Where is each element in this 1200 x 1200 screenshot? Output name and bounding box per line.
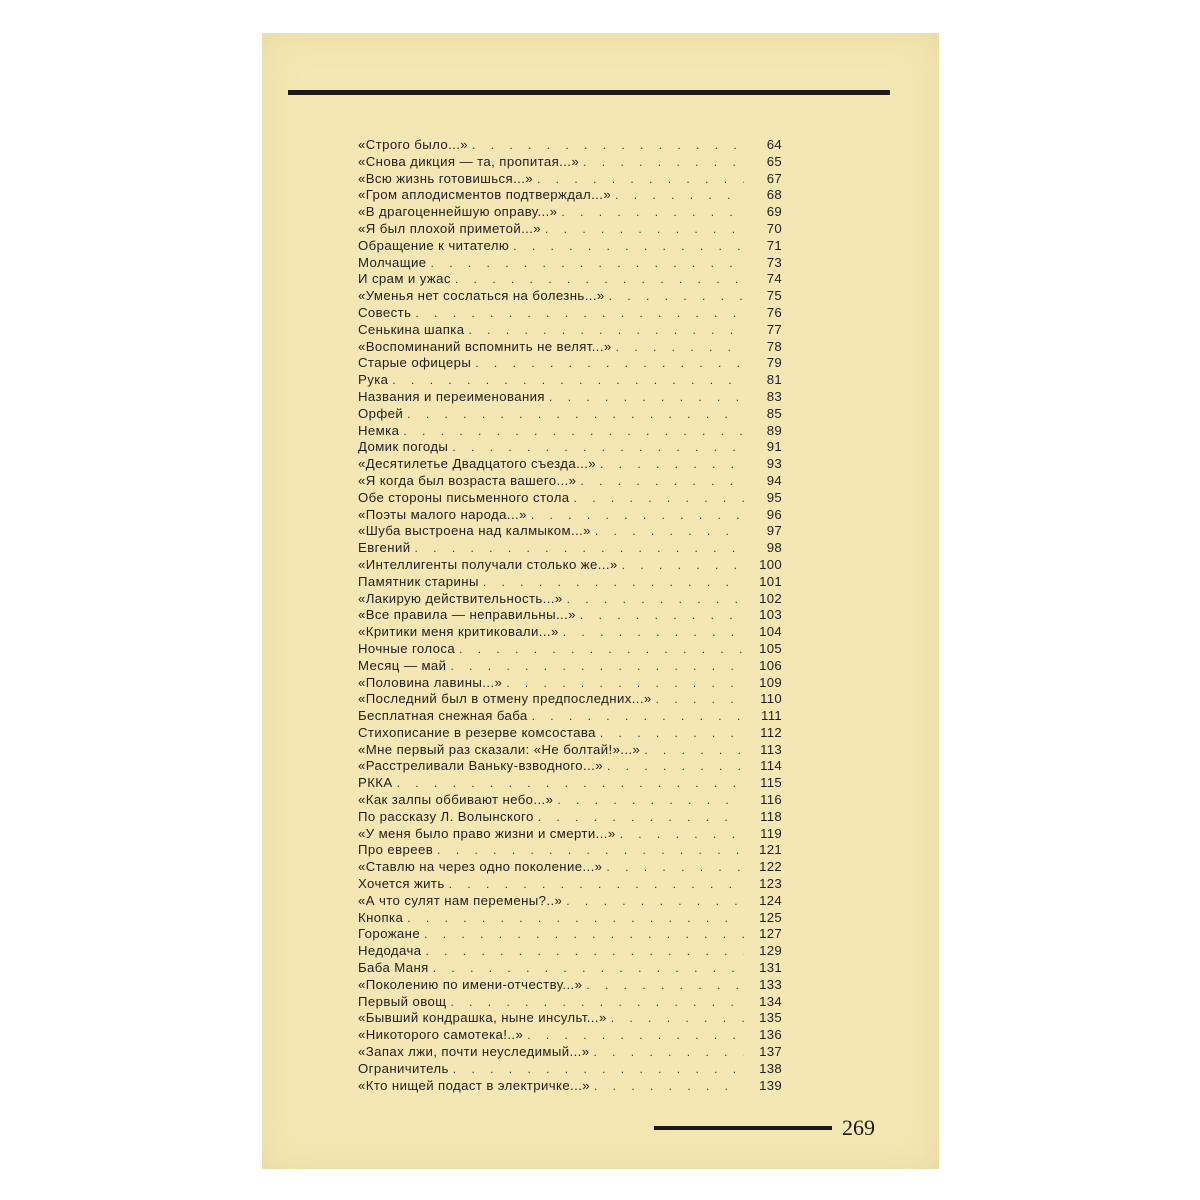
- toc-entry: [358, 557, 782, 574]
- toc-entry-title: «Кто нищей подаст в электричке...»: [358, 1077, 590, 1093]
- toc-entry-title: «Никоторого самотека!..»: [358, 1027, 524, 1043]
- toc-entry-page: 121: [759, 842, 782, 858]
- toc-entry-page: 138: [759, 1060, 782, 1076]
- dot-leader: [425, 943, 744, 960]
- dot-leader: [656, 691, 744, 708]
- dot-leader: [424, 926, 744, 943]
- toc-entry: [358, 456, 782, 473]
- toc-entry-title: «Всю жизнь готовишься...»: [358, 170, 534, 186]
- toc-entry-title: Орфей: [358, 405, 404, 421]
- toc-entry: [358, 322, 782, 339]
- toc-entry-page: 94: [766, 472, 782, 488]
- toc-entry-title: Совесть: [358, 304, 412, 320]
- toc-entry-page: 95: [766, 489, 782, 505]
- toc-entry: [358, 271, 782, 288]
- toc-entry: [358, 490, 782, 507]
- dot-leader: [450, 994, 744, 1011]
- toc-entry-page: 77: [766, 321, 782, 337]
- toc-entry: [358, 910, 782, 927]
- toc-entry-page: 81: [766, 372, 782, 388]
- dot-leader: [593, 1044, 744, 1061]
- toc-entry-title: «Лакирую действительность...»: [358, 590, 563, 606]
- dot-leader: [615, 187, 744, 204]
- toc-entry: [358, 708, 782, 725]
- dot-leader: [538, 809, 744, 826]
- toc-entry-page: 73: [766, 254, 782, 270]
- toc-entry: [358, 792, 782, 809]
- toc-entry: [358, 507, 782, 524]
- toc-entry: [358, 943, 782, 960]
- toc-entry-title: Сенькина шапка: [358, 321, 465, 337]
- toc-entry-title: «Последний был в отмену предпоследних...»: [358, 691, 652, 707]
- toc-entry: [358, 641, 782, 658]
- dot-leader: [407, 406, 744, 423]
- toc-entry-title: Рука: [358, 372, 389, 388]
- toc-entry: [358, 540, 782, 557]
- dot-leader: [468, 322, 744, 339]
- toc-entry-title: «Я был плохой приметой...»: [358, 220, 542, 236]
- toc-entry-page: 68: [766, 187, 782, 203]
- toc-entry-title: «Мне первый раз сказали: «Не болтай!»...»: [358, 741, 641, 757]
- toc-entry: [358, 389, 782, 406]
- toc-entry: [358, 255, 782, 272]
- toc-entry: [358, 473, 782, 490]
- toc-entry-page: 109: [759, 674, 782, 690]
- dot-leader: [431, 255, 744, 272]
- toc-entry: [358, 842, 782, 859]
- toc-entry: [358, 523, 782, 540]
- dot-leader: [449, 876, 744, 893]
- dot-leader: [433, 960, 744, 977]
- toc-entry-page: 102: [759, 590, 782, 606]
- toc-entry-page: 83: [766, 388, 782, 404]
- toc-entry-title: Немка: [358, 422, 400, 438]
- toc-entry-title: «Воспоминаний вспомнить не велят...»: [358, 338, 612, 354]
- dot-leader: [392, 372, 744, 389]
- dot-leader: [574, 490, 744, 507]
- toc-entry: [358, 758, 782, 775]
- dot-leader: [527, 1027, 744, 1044]
- toc-entry-page: 123: [759, 876, 782, 892]
- toc-entry-page: 136: [759, 1027, 782, 1043]
- dot-leader: [403, 423, 744, 440]
- toc-entry-page: 89: [766, 422, 782, 438]
- toc-entry-title: «Гром аплодисментов подтверждал...»: [358, 187, 612, 203]
- toc-entry-page: 127: [759, 926, 782, 942]
- toc-entry: [358, 742, 782, 759]
- toc-entry-page: 133: [759, 976, 782, 992]
- toc-entry-title: «Строго было...»: [358, 137, 469, 152]
- toc-entry: [358, 859, 782, 876]
- dot-leader: [513, 238, 744, 255]
- book-page: [262, 33, 939, 1169]
- toc-entry-title: «Как залпы оббивают небо...»: [358, 792, 554, 808]
- toc-entry: [358, 355, 782, 372]
- toc-entry: [358, 288, 782, 305]
- toc-entry-page: 116: [760, 792, 782, 808]
- toc-entry-title: «Критики меня критиковали...»: [358, 624, 559, 640]
- toc-entry-page: 110: [760, 691, 782, 707]
- dot-leader: [437, 842, 744, 859]
- toc-entry: [358, 607, 782, 624]
- toc-entry-title: Домик погоды: [358, 439, 449, 455]
- toc-entry: [358, 624, 782, 641]
- toc-entry-title: Памятник старины: [358, 573, 479, 589]
- toc-entry-title: «Я когда был возраста вашего...»: [358, 472, 577, 488]
- page-number: 269: [842, 1115, 875, 1140]
- toc-entry: [358, 775, 782, 792]
- toc-entry: [358, 339, 782, 356]
- toc-entry-title: Обе стороны письменного стола: [358, 489, 570, 505]
- toc-entry: [358, 691, 782, 708]
- toc-entry-page: 101: [759, 573, 782, 589]
- toc-entry-title: Недодача: [358, 943, 422, 959]
- toc-entry-page: 93: [766, 456, 782, 472]
- toc-entry-title: Месяц — май: [358, 657, 447, 673]
- toc-entry: [358, 826, 782, 843]
- toc-entry-title: «Расстреливали Ваньку-взводного...»: [358, 758, 603, 774]
- toc-entry-page: 74: [766, 271, 782, 287]
- dot-leader: [537, 171, 744, 188]
- dot-leader: [455, 271, 744, 288]
- toc-entry: [358, 926, 782, 943]
- dot-leader: [545, 221, 744, 238]
- top-rule: [288, 90, 890, 95]
- toc-entry-page: 69: [766, 204, 782, 220]
- toc-entry-title: «Половина лавины...»: [358, 674, 503, 690]
- toc-entry-page: 67: [766, 170, 782, 186]
- toc-entry-page: 75: [766, 288, 782, 304]
- toc-entry-title: Бесплатная снежная баба: [358, 708, 528, 724]
- dot-leader: [600, 456, 744, 473]
- toc-entry: [358, 1027, 782, 1044]
- toc-entry-title: Баба Маня: [358, 960, 429, 976]
- toc-entry-page: 137: [759, 1044, 782, 1060]
- dot-leader: [586, 977, 744, 994]
- toc-entry-page: 114: [760, 758, 782, 774]
- toc-entry-page: 115: [760, 775, 782, 791]
- toc-entry-page: 105: [759, 640, 782, 656]
- dot-leader: [644, 742, 744, 759]
- toc-entry-title: Евгений: [358, 540, 411, 556]
- toc-entry-page: 78: [766, 338, 782, 354]
- toc-entry-title: Про евреев: [358, 842, 434, 858]
- dot-leader: [532, 708, 744, 725]
- toc-entry-title: «Бывший кондрашка, ныне инсульт...»: [358, 1010, 607, 1026]
- dot-leader: [609, 288, 744, 305]
- toc-entry-page: 100: [759, 556, 782, 572]
- toc-entry: [358, 574, 782, 591]
- toc-entry-title: «Поколению по имени-отчеству...»: [358, 976, 583, 992]
- toc-entry: [358, 154, 782, 171]
- toc-entry-page: 76: [766, 304, 782, 320]
- toc-entry-title: Кнопка: [358, 909, 404, 925]
- toc-entry: [358, 439, 782, 456]
- toc-entry: [358, 204, 782, 221]
- dot-leader: [580, 607, 744, 624]
- toc-entry-title: Молчащие: [358, 254, 427, 270]
- toc-entry-title: «Ставлю на через одно поколение...»: [358, 859, 603, 875]
- toc-entry-page: 64: [766, 137, 782, 152]
- toc-entry-title: «Интеллигенты получали столько же...»: [358, 556, 618, 572]
- toc-entry: [358, 137, 782, 154]
- dot-leader: [531, 507, 744, 524]
- toc-entry-title: «Уменья нет сослаться на болезнь...»: [358, 288, 605, 304]
- toc-entry-page: 65: [766, 153, 782, 169]
- toc-entry-page: 98: [766, 540, 782, 556]
- toc-entry-title: Первый овощ: [358, 993, 447, 1009]
- dot-leader: [580, 473, 744, 490]
- toc-entry-page: 134: [759, 993, 782, 1009]
- toc-entry-title: Горожане: [358, 926, 421, 942]
- toc-entry-title: РККА: [358, 775, 393, 791]
- toc-entry-page: 131: [759, 960, 782, 976]
- toc-entry-title: Старые офицеры: [358, 355, 472, 371]
- toc-entry: [358, 406, 782, 423]
- toc-entry: [358, 809, 782, 826]
- dot-leader: [616, 339, 744, 356]
- dot-leader: [583, 154, 744, 171]
- dot-leader: [407, 910, 744, 927]
- dot-leader: [595, 523, 744, 540]
- toc-entry: [358, 305, 782, 322]
- bottom-rule: [654, 1126, 832, 1130]
- toc-entry-title: «Шуба выстроена над калмыком...»: [358, 523, 591, 539]
- toc-entry: [358, 658, 782, 675]
- toc-entry: [358, 994, 782, 1011]
- dot-leader: [414, 540, 744, 557]
- toc-entry: [358, 675, 782, 692]
- toc-entry-page: 103: [759, 607, 782, 623]
- toc-entry-page: 139: [759, 1077, 782, 1093]
- toc-entry-page: 97: [766, 523, 782, 539]
- toc-entry: [358, 1078, 782, 1095]
- dot-leader: [611, 1010, 744, 1027]
- toc-entry-page: 124: [759, 892, 782, 908]
- toc-entry-page: 113: [760, 741, 782, 757]
- dot-leader: [549, 389, 744, 406]
- toc-entry-page: 129: [759, 943, 782, 959]
- toc-entry: [358, 1061, 782, 1078]
- dot-leader: [472, 137, 744, 154]
- toc-entry: [358, 977, 782, 994]
- dot-leader: [483, 574, 744, 591]
- dot-leader: [594, 1078, 744, 1095]
- toc-entry-title: Ночные голоса: [358, 640, 456, 656]
- dot-leader: [397, 775, 744, 792]
- toc-entry-page: 70: [766, 220, 782, 236]
- dot-leader: [415, 305, 744, 322]
- toc-entry-title: «В драгоценнейшую оправу...»: [358, 204, 558, 220]
- toc-entry-title: «Поэты малого народа...»: [358, 506, 527, 522]
- toc-entry-title: И срам и ужас: [358, 271, 451, 287]
- dot-leader: [475, 355, 744, 372]
- toc-entry-title: Ограничитель: [358, 1060, 449, 1076]
- toc-entry-page: 85: [766, 405, 782, 421]
- toc-entry-page: 118: [760, 808, 782, 824]
- toc-entry-page: 122: [759, 859, 782, 875]
- toc-entry-title: Названия и переименования: [358, 388, 545, 404]
- dot-leader: [622, 557, 744, 574]
- toc-entry-page: 135: [759, 1010, 782, 1026]
- toc-entry-title: По рассказу Л. Волынского: [358, 808, 534, 824]
- toc-entry-title: «Все правила — неправильны...»: [358, 607, 576, 623]
- toc-entry-page: 106: [759, 657, 782, 673]
- dot-leader: [506, 675, 744, 692]
- toc-entry: [358, 1010, 782, 1027]
- toc-entry: [358, 187, 782, 204]
- toc-entry: [358, 221, 782, 238]
- toc-entry-title: «Десятилетье Двадцатого съезда...»: [358, 456, 596, 472]
- toc-entry: [358, 423, 782, 440]
- dot-leader: [563, 624, 744, 641]
- toc-entry-title: Обращение к читателю: [358, 237, 510, 253]
- toc-entry: [358, 1044, 782, 1061]
- dot-leader: [450, 658, 744, 675]
- toc-entry: [358, 876, 782, 893]
- toc-entry: [358, 960, 782, 977]
- dot-leader: [566, 893, 744, 910]
- toc-entry-page: 104: [759, 624, 782, 640]
- toc-entry-title: Хочется жить: [358, 876, 445, 892]
- toc-entry-title: «Запах лжи, почти неуследимый...»: [358, 1044, 590, 1060]
- toc-entry: [358, 171, 782, 188]
- dot-leader: [453, 1061, 744, 1078]
- dot-leader: [600, 725, 744, 742]
- toc-entry: [358, 591, 782, 608]
- toc-entry-title: Стихописание в резерве комсостава: [358, 724, 596, 740]
- dot-leader: [606, 859, 744, 876]
- toc-entry-page: 119: [760, 825, 782, 841]
- toc-entry-title: «А что сулят нам перемены?..»: [358, 892, 563, 908]
- dot-leader: [561, 204, 744, 221]
- toc-entry-page: 91: [766, 439, 782, 455]
- dot-leader: [452, 439, 744, 456]
- toc-entry-page: 79: [766, 355, 782, 371]
- toc-entry: [358, 238, 782, 255]
- toc-entry-title: «Снова дикция — та, пропитая...»: [358, 153, 580, 169]
- dot-leader: [557, 792, 744, 809]
- dot-leader: [607, 758, 744, 775]
- dot-leader: [459, 641, 744, 658]
- toc-entry-page: 111: [761, 708, 782, 724]
- dot-leader: [620, 826, 744, 843]
- table-of-contents: [358, 137, 782, 1094]
- toc-entry-page: 125: [759, 909, 782, 925]
- dot-leader: [567, 591, 744, 608]
- toc-entry-page: 96: [766, 506, 782, 522]
- toc-entry: [358, 372, 782, 389]
- toc-entry-page: 112: [760, 724, 782, 740]
- toc-entry: [358, 893, 782, 910]
- toc-entry-title: «У меня было право жизни и смерти...»: [358, 825, 616, 841]
- toc-entry: [358, 725, 782, 742]
- toc-entry-page: 71: [766, 237, 782, 253]
